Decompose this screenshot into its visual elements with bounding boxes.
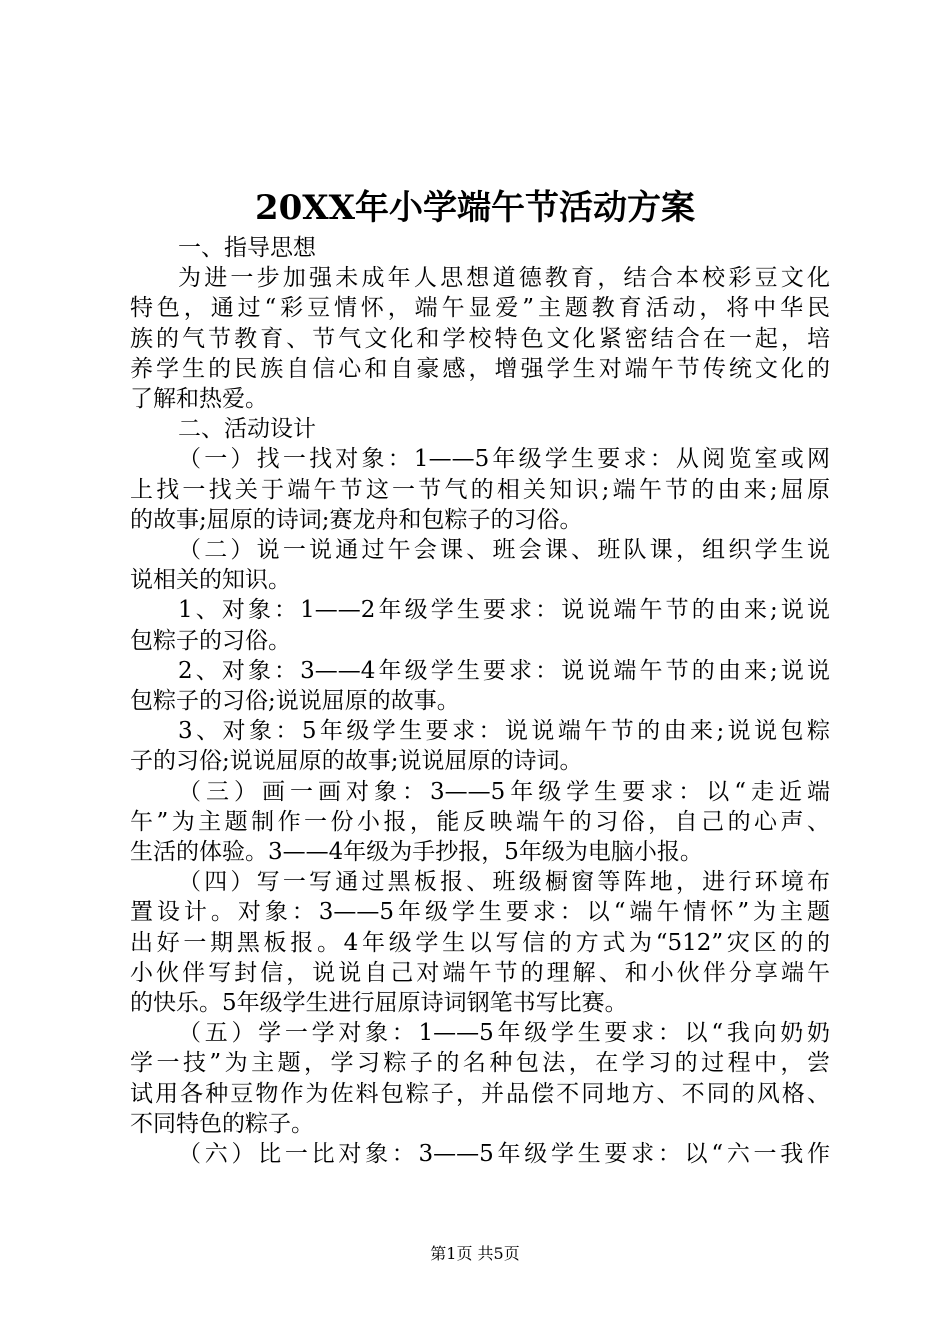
text-line: 为进一步加强未成年人思想道德教育，结合本校彩豆文化 [178, 265, 830, 292]
text-line: 特色，通过“彩豆情怀，端午显爱”主题教育活动，将中华民 [130, 295, 830, 322]
text-line: 的故事;屈原的诗词;赛龙舟和包粽子的习俗。 [130, 506, 583, 533]
text-line: 族的气节教育、节气文化和学校特色文化紧密结合在一起，培 [130, 325, 830, 352]
text-line: 置设计。对象：3——5年级学生要求：以“端午情怀”为主题 [130, 899, 830, 926]
text-line: 了解和热爱。 [130, 386, 268, 412]
text-line: 小伙伴写封信，说说自己对端午节的理解、和小伙伴分享端午 [130, 959, 830, 986]
text-line: 学一技”为主题，学习粽子的名种包法，在学习的过程中，尝 [130, 1050, 830, 1077]
text-line: 说相关的知识。 [130, 567, 291, 594]
text-line: （一）找一找对象：1——5年级学生要求：从阅览室或网 [178, 446, 830, 473]
text-line: 包粽子的习俗。 [130, 627, 291, 654]
page-title: 20XX年小学端午节活动方案 [254, 188, 696, 228]
text-line: 1、对象：1——2年级学生要求：说说端午节的由来;说说 [178, 597, 830, 624]
text-line: 的快乐。5年级学生进行屈原诗词钢笔书写比赛。 [130, 990, 628, 1016]
text-line: 午”为主题制作一份小报，能反映端午的习俗，自己的心声、 [130, 808, 830, 835]
text-line: （三）画一画对象：3——5年级学生要求：以“走近端 [178, 778, 830, 805]
text-line: 3、对象：5年级学生要求：说说端午节的由来;说说包粽 [178, 718, 830, 745]
page-footer: 第1页 共5页 [430, 1244, 520, 1263]
text-line: （六）比一比对象：3——5年级学生要求：以“六一我作 [178, 1141, 830, 1167]
text-line: 出好一期黑板报。4年级学生以写信的方式为“512”灾区的的 [130, 929, 830, 956]
text-line: （二）说一说通过午会课、班会课、班队课，组织学生说 [178, 537, 830, 563]
text-line: 不同特色的粽子。 [130, 1110, 314, 1137]
text-line: 包粽子的习俗;说说屈原的故事。 [130, 688, 460, 714]
text-line: 上找一找关于端午节这一节气的相关知识;端午节的由来;屈原 [130, 476, 830, 503]
text-line: 二、活动设计 [178, 416, 316, 443]
text-line: （五）学一学对象：1——5年级学生要求：以“我向奶奶 [178, 1020, 830, 1047]
text-line: 2、对象：3——4年级学生要求：说说端午节的由来;说说 [178, 657, 830, 684]
text-line: （四）写一写通过黑板报、班级橱窗等阵地，进行环境布 [178, 869, 830, 896]
text-line: 子的习俗;说说屈原的故事;说说屈原的诗词。 [130, 748, 583, 775]
text-line: 试用各种豆物作为佐料包粽子，并品偿不同地方、不同的风格、 [130, 1080, 830, 1107]
text-line: 养学生的民族自信心和自豪感，增强学生对端午节传统文化的 [130, 355, 830, 382]
text-line: 生活的体验。3——4年级为手抄报，5年级为电脑小报。 [130, 839, 703, 865]
text-line: 一、指导思想 [178, 235, 316, 261]
